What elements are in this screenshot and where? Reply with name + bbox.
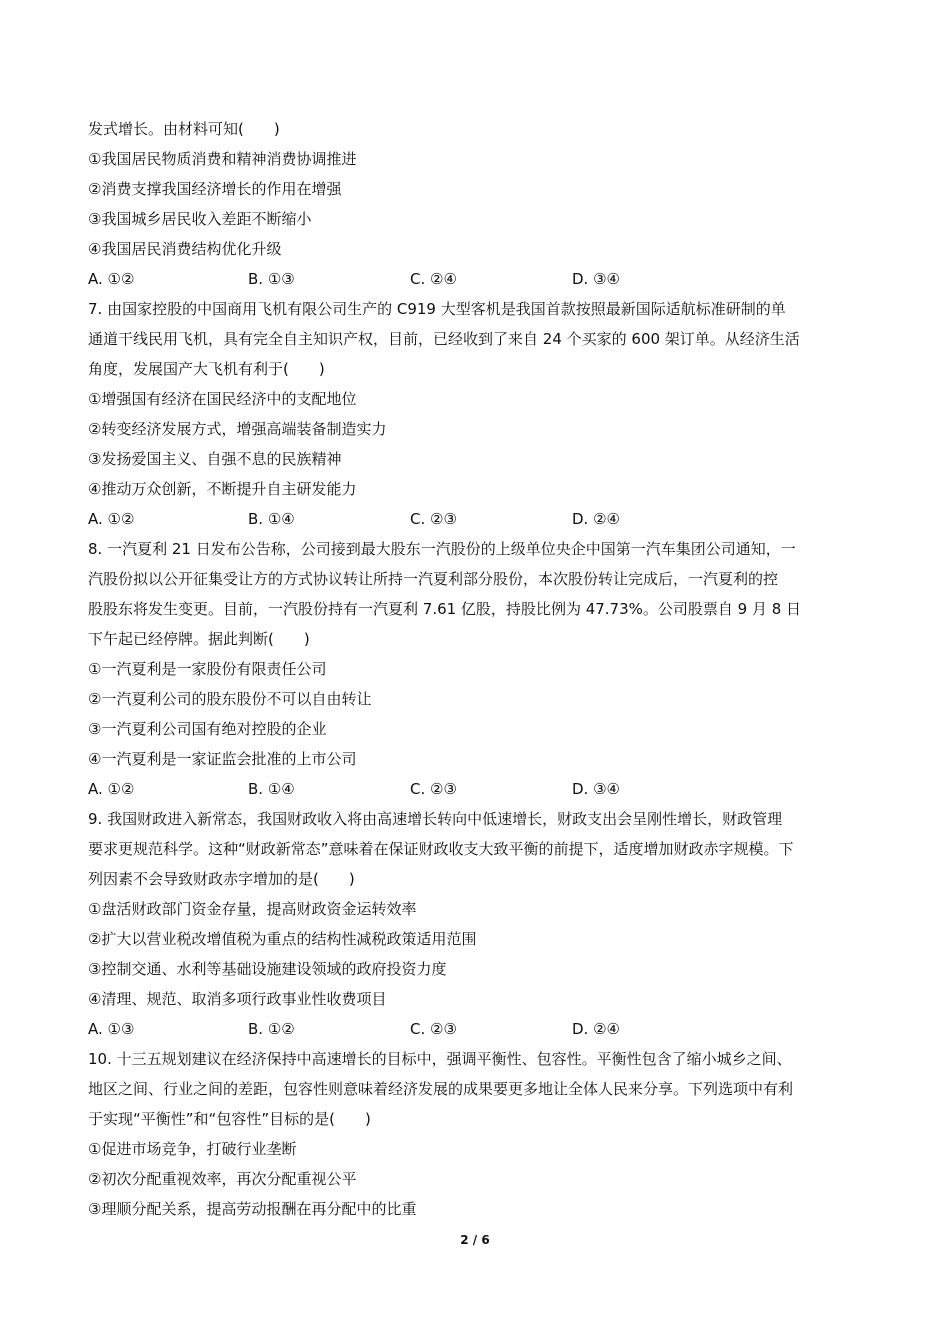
q9-item-2: ②扩大以营业税改增值税为重点的结构性减税政策适用范围 [88, 930, 477, 948]
q6-option-d: D. ③④ [572, 270, 620, 288]
q9-option-c: C. ②③ [410, 1020, 457, 1038]
q8-stem-line-2: 汽股份拟以公开征集受让方的方式协议转让所持一汽夏利部分股份，本次股份转让完成后，一汽夏利的控 [88, 570, 779, 588]
page-number: 2 / 6 [460, 1233, 490, 1247]
q6-stem-tail: 发式增长。由材料可知( ) [88, 120, 280, 138]
q10-item-1: ①促进市场竞争，打破行业垄断 [88, 1140, 297, 1158]
q9-option-b: B. ①② [248, 1020, 295, 1038]
q8-option-a: A. ①② [88, 780, 135, 798]
q6-item-1: ①我国居民物质消费和精神消费协调推进 [88, 150, 357, 168]
q6-item-3: ③我国城乡居民收入差距不断缩小 [88, 210, 312, 228]
q9-stem-line-2: 要求更规范科学。这种“财政新常态”意味着在保证财政收支大致平衡的前提下，适度增加财政赤字规模。下 [88, 840, 794, 858]
q9-stem-line-3: 列因素不会导致财政赤字增加的是( ) [88, 870, 355, 888]
q8-stem-line-3: 股股东将发生变更。目前，一汽股份持有一汽夏利 7.61 亿股，持股比例为 47.73%。公司股票自 9 月 8 日 [88, 600, 802, 618]
q8-item-2: ②一汽夏利公司的股东股份不可以自由转让 [88, 690, 372, 708]
q6-option-b: B. ①③ [248, 270, 295, 288]
q6-option-c: C. ②④ [410, 270, 457, 288]
q8-item-4: ④一汽夏利是一家证监会批准的上市公司 [88, 750, 357, 768]
q9-item-3: ③控制交通、水利等基础设施建设领域的政府投资力度 [88, 960, 447, 978]
q8-option-b: B. ①④ [248, 780, 295, 798]
q9-option-a: A. ①③ [88, 1020, 135, 1038]
q9-option-d: D. ②④ [572, 1020, 620, 1038]
q9-item-1: ①盘活财政部门资金存量，提高财政资金运转效率 [88, 900, 417, 918]
q7-option-d: D. ②④ [572, 510, 620, 528]
q10-stem-line-2: 地区之间、行业之间的差距，包容性则意味着经济发展的成果要更多地让全体人民来分享。下列选项中有利 [88, 1080, 794, 1098]
q6-item-4: ④我国居民消费结构优化升级 [88, 240, 282, 258]
q10-stem-line-3: 于实现“平衡性”和“包容性”目标的是( ) [88, 1110, 371, 1128]
q8-stem-line-1: 8. 一汽夏利 21 日发布公告称，公司接到最大股东一汽股份的上级单位央企中国第一汽车集团公司通知，一 [88, 540, 796, 558]
q7-item-2: ②转变经济发展方式，增强高端装备制造实力 [88, 420, 387, 438]
q8-option-c: C. ②③ [410, 780, 457, 798]
q9-item-4: ④清理、规范、取消多项行政事业性收费项目 [88, 990, 387, 1008]
q7-stem-line-2: 通道干线民用飞机，具有完全自主知识产权，目前，已经收到了来自 24 个买家的 600 架订单。从经济生活 [88, 330, 800, 348]
q8-item-1: ①一汽夏利是一家股份有限责任公司 [88, 660, 327, 678]
q6-item-2: ②消费支撑我国经济增长的作用在增强 [88, 180, 342, 198]
q7-option-c: C. ②③ [410, 510, 457, 528]
q7-stem-line-1: 7. 由国家控股的中国商用飞机有限公司生产的 C919 大型客机是我国首款按照最新国际适航标准研制的单 [88, 300, 786, 318]
q8-stem-line-4: 下午起已经停牌。据此判断( ) [88, 630, 310, 648]
q7-option-a: A. ①② [88, 510, 135, 528]
q8-option-d: D. ③④ [572, 780, 620, 798]
q7-item-3: ③发扬爱国主义、自强不息的民族精神 [88, 450, 342, 468]
q7-option-b: B. ①④ [248, 510, 295, 528]
q7-item-4: ④推动万众创新，不断提升自主研发能力 [88, 480, 357, 498]
q10-stem-line-1: 10. 十三五规划建议在经济保持中高速增长的目标中，强调平衡性、包容性。平衡性包含了缩小城乡之间、 [88, 1050, 792, 1068]
q10-item-3: ③理顺分配关系，提高劳动报酬在再分配中的比重 [88, 1200, 417, 1218]
q7-item-1: ①增强国有经济在国民经济中的支配地位 [88, 390, 357, 408]
q9-stem-line-1: 9. 我国财政进入新常态，我国财政收入将由高速增长转向中低速增长，财政支出会呈刚性增长，财政管理 [88, 810, 783, 828]
q7-stem-line-3: 角度，发展国产大飞机有利于( ) [88, 360, 325, 378]
q10-item-2: ②初次分配重视效率，再次分配重视公平 [88, 1170, 357, 1188]
q8-item-3: ③一汽夏利公司国有绝对控股的企业 [88, 720, 327, 738]
q6-option-a: A. ①② [88, 270, 135, 288]
